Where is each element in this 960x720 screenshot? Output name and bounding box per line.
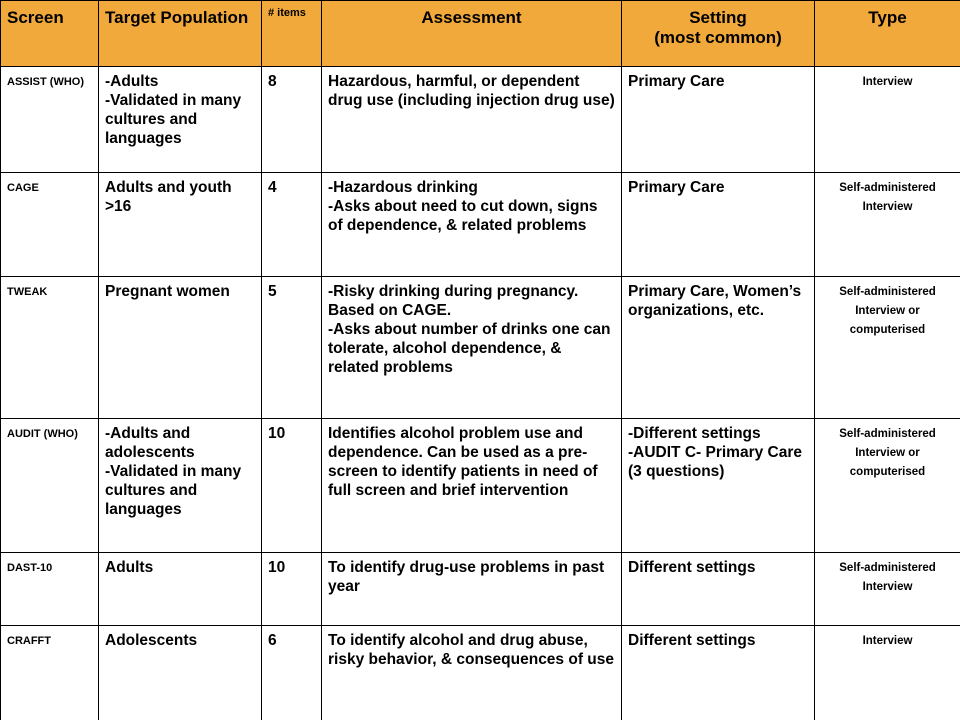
header-setting-note: (most common) [654, 28, 782, 47]
cell-assessment [322, 626, 622, 720]
cell-population [99, 419, 262, 553]
population-line: Adults [105, 559, 154, 576]
table-body [1, 67, 960, 720]
setting-line: Different settings [628, 632, 756, 649]
cell-setting [622, 277, 815, 419]
assessment-line: To identify alcohol and drug abuse, risky behavior, & consequences of use [328, 632, 615, 668]
header-setting-label: Setting [689, 8, 747, 27]
cell-type: Self-administered Interview or computerised [815, 419, 960, 553]
population-line: Adults and youth >16 [105, 179, 232, 215]
cell-setting [622, 173, 815, 277]
cell-assessment [322, 173, 622, 277]
table-row [1, 626, 960, 720]
table-row [1, 67, 960, 173]
assessment-line: Identifies alcohol problem use and dependence. Can be used as a pre-screen to identify patients in need of full screen and brief intervention [328, 425, 598, 499]
population-line: Adolescents [105, 632, 198, 649]
table-row [1, 277, 960, 419]
assessment-line: -Asks about number of drinks one can tolerate, alcohol dependence, & related problems [328, 321, 611, 376]
cell-items: 10 [262, 553, 322, 626]
setting-line: Primary Care [628, 179, 725, 196]
header-type: Type [815, 1, 960, 67]
cell-population [99, 553, 262, 626]
assessment-line: -Risky drinking during pregnancy. Based on CAGE. [328, 283, 579, 319]
cell-assessment [322, 419, 622, 553]
header-screen: Screen [1, 1, 99, 67]
cell-type: Self-administered Interview [815, 173, 960, 277]
cell-items: 10 [262, 419, 322, 553]
cell-type: Interview [815, 67, 960, 173]
setting-line: -Different settings [628, 425, 761, 442]
cell-assessment [322, 67, 622, 173]
cell-setting [622, 419, 815, 553]
cell-items: 4 [262, 173, 322, 277]
assessment-line: -Asks about need to cut down, signs of dependence, & related problems [328, 198, 598, 234]
population-line: -Validated in many cultures and languages [105, 92, 242, 147]
setting-line: Primary Care [628, 73, 725, 90]
cell-assessment [322, 277, 622, 419]
assessment-line: -Hazardous drinking [328, 179, 478, 196]
population-line: -Adults and adolescents [105, 425, 195, 461]
table-row [1, 173, 960, 277]
cell-population [99, 67, 262, 173]
header-assessment: Assessment [322, 1, 622, 67]
cell-type: Self-administered Interview [815, 553, 960, 626]
cell-screen: AUDIT (WHO) [1, 419, 99, 553]
cell-population [99, 277, 262, 419]
cell-items: 5 [262, 277, 322, 419]
population-line: -Validated in many cultures and languages [105, 463, 242, 518]
cell-population [99, 173, 262, 277]
cell-items: 6 [262, 626, 322, 720]
cell-screen: TWEAK [1, 277, 99, 419]
setting-line: Different settings [628, 559, 756, 576]
cell-screen: CAGE [1, 173, 99, 277]
cell-type: Self-administered Interview or computerised [815, 277, 960, 419]
cell-assessment [322, 553, 622, 626]
table-row [1, 419, 960, 553]
cell-type: Interview [815, 626, 960, 720]
table-row [1, 553, 960, 626]
setting-line: Primary Care, Women’s organizations, etc. [628, 283, 802, 319]
cell-setting [622, 626, 815, 720]
cell-setting [622, 553, 815, 626]
cell-setting [622, 67, 815, 173]
header-row [1, 1, 960, 67]
header-items: # items [262, 1, 322, 67]
cell-items: 8 [262, 67, 322, 173]
cell-screen: CRAFFT [1, 626, 99, 720]
assessment-line: To identify drug-use problems in past year [328, 559, 605, 595]
population-line: -Adults [105, 73, 159, 90]
cell-screen: DAST-10 [1, 553, 99, 626]
setting-line: -AUDIT C- Primary Care (3 questions) [628, 444, 802, 480]
cell-screen: ASSIST (WHO) [1, 67, 99, 173]
assessment-line: Hazardous, harmful, or dependent drug use (including injection drug use) [328, 73, 615, 109]
header-setting [622, 1, 815, 67]
header-target-population: Target Population [99, 1, 262, 67]
cell-population [99, 626, 262, 720]
population-line: Pregnant women [105, 283, 230, 300]
